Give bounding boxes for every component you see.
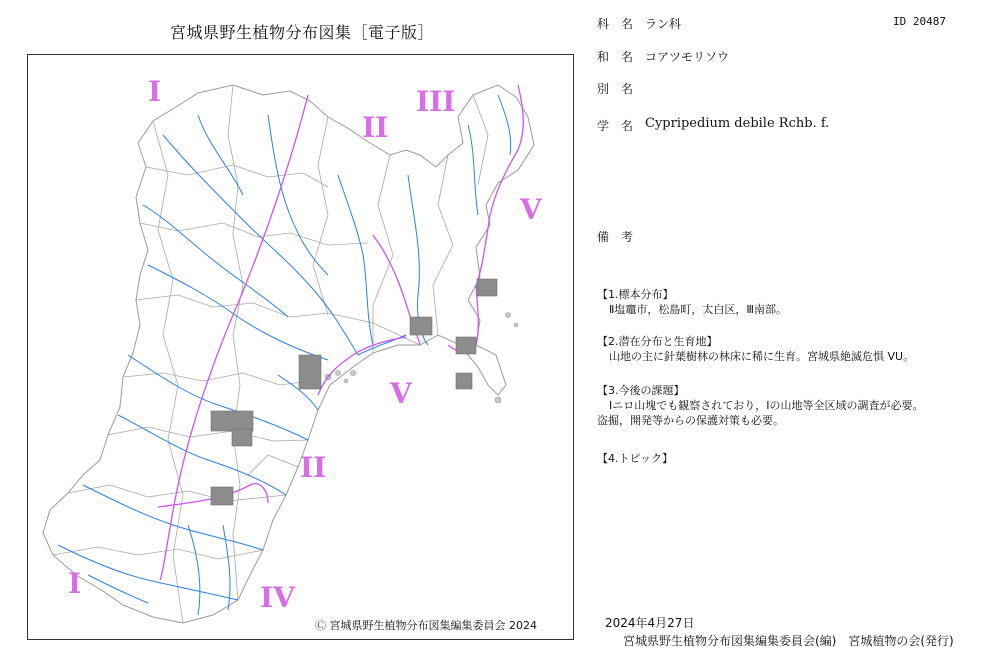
record-cell: [232, 429, 252, 446]
region-label: I: [148, 75, 162, 108]
record-cell: [456, 337, 476, 354]
record-id: ID 20487: [893, 15, 946, 28]
publication-date: 2024年4月27日: [605, 616, 695, 630]
notes-heading: 【4.トピック】: [597, 452, 674, 465]
region-label: I: [68, 567, 82, 600]
record-cell: [211, 487, 233, 505]
record-cell: [299, 355, 321, 389]
notes-body: 盗掘，開発等からの保護対策も必要。: [597, 414, 784, 427]
notes-heading: 【3.今後の課題】: [597, 384, 685, 397]
notes-body: 山地の主に針葉樹林の林床に稀に生育。宮城県絶滅危惧 VU。: [609, 350, 915, 363]
distribution-map: [28, 55, 573, 639]
scientific-name-label: 学 名: [597, 119, 634, 133]
region-label: II: [362, 111, 389, 144]
region-label: IV: [260, 581, 295, 614]
notes-heading: 【2.潜在分布と生育地】: [597, 335, 718, 348]
family-value: ラン科: [645, 17, 682, 31]
notes-body: Ⅱ塩竈市，松島町，太白区，Ⅲ南部。: [609, 303, 787, 316]
remarks-label: 備 考: [597, 230, 634, 244]
notes-heading: 【1.標本分布】: [597, 288, 674, 301]
synonym-label: 別 名: [597, 82, 634, 96]
publisher: 宮城県野生植物分布図集編集委員会(編) 宮城植物の会(発行): [623, 634, 954, 648]
record-cell: [456, 373, 472, 389]
record-cell: [410, 317, 432, 335]
family-label: 科 名: [597, 17, 634, 31]
scientific-name-value: Cypripedium debile Rchb. f.: [645, 116, 830, 131]
region-label: V: [390, 377, 412, 410]
japanese-name-value: コアツモリソウ: [645, 50, 730, 64]
copyright-notice: Ⓒ 宮城県野生植物分布図集編集委員会 2024: [315, 619, 537, 632]
notes-section-3: [597, 383, 992, 428]
record-cell: [211, 411, 253, 431]
map-title: 宮城県野生植物分布図集［電子版］: [170, 23, 435, 42]
notes-body: Ⅰニロ山塊でも観察されており，Ⅰの山地等全区域の調査が必要。: [609, 399, 924, 412]
map-frame: [27, 54, 574, 640]
region-label: V: [520, 193, 542, 226]
notes-section-4: [597, 451, 992, 466]
region-label: II: [300, 451, 327, 484]
notes-section-1: [597, 287, 992, 317]
notes-section-2: [597, 334, 992, 364]
region-label: III: [416, 85, 456, 118]
japanese-name-label: 和 名: [597, 50, 634, 64]
record-cell: [477, 279, 497, 296]
